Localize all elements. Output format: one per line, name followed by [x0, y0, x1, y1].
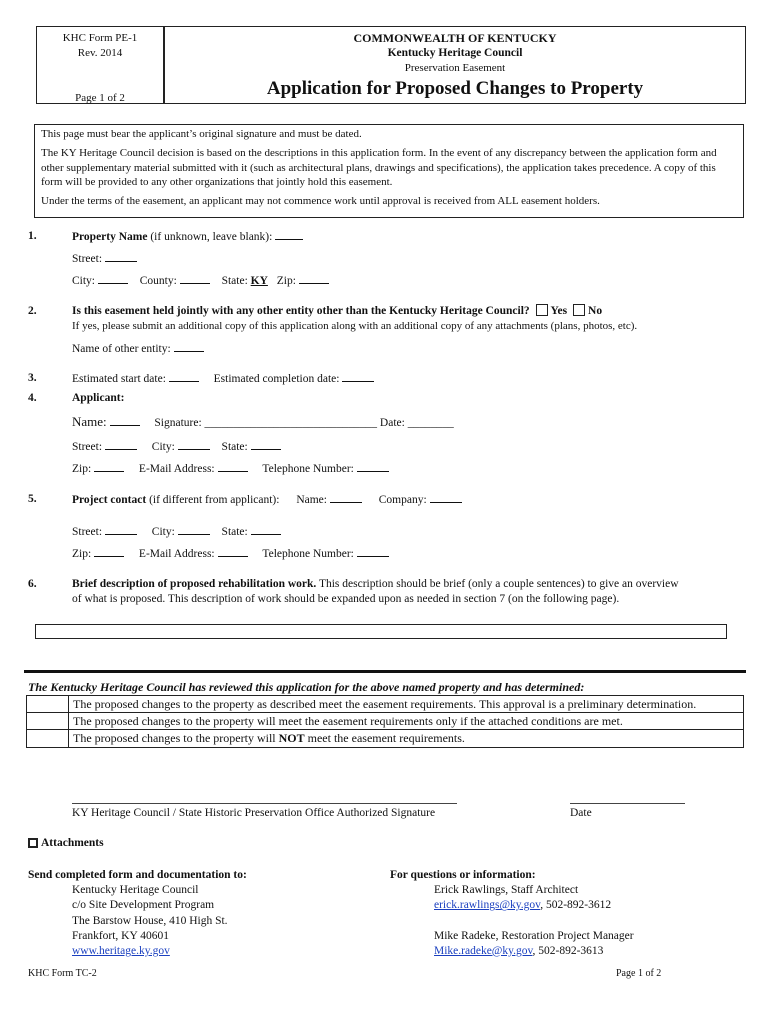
agency: COMMONWEALTH OF KENTUCKY [353, 31, 557, 45]
contact-1-email-link[interactable]: erick.rawlings@ky.gov [434, 899, 541, 912]
send-line-4: Frankfort, KY 40601 [72, 929, 169, 942]
contact-2-email-link[interactable]: Mike.radeke@ky.gov [434, 944, 533, 957]
review-option-3 [27, 730, 744, 747]
contact-company-field[interactable] [430, 492, 462, 503]
applicant-state-label: State: [221, 441, 248, 453]
authorized-signature-line[interactable] [72, 803, 457, 804]
s1-street-row [72, 251, 137, 267]
contact-email-label: E-Mail Address: [138, 548, 215, 560]
send-line-1: Kentucky Heritage Council [72, 884, 199, 897]
send-line-3: The Barstow House, 410 High St. [72, 914, 228, 927]
s2-note: If yes, please submit an additional copy of this application along with an additional copy of any attachments (plans, photos, etc). [72, 320, 638, 332]
council: Kentucky Heritage Council [387, 47, 523, 59]
contact-state-label: State: [221, 526, 248, 538]
no-checkbox[interactable] [573, 304, 585, 316]
signature-label: KY Heritage Council / State Historic Preservation Office Authorized Signature [72, 807, 436, 819]
s4-number: 4. [28, 392, 37, 404]
s2-number: 2. [28, 305, 37, 317]
date-label: Date [570, 807, 592, 819]
form-id-box [36, 26, 164, 104]
s1-county-label: County: [139, 275, 177, 287]
applicant-state-field[interactable] [251, 439, 281, 450]
review-option-2-text: The proposed changes to the property will meet the easement requirements only if the attached conditions are met. [69, 713, 744, 730]
contact-street-label: Street: [72, 526, 103, 538]
s3-number: 3. [28, 372, 37, 384]
s2-other-label: Name of other entity: [72, 343, 171, 355]
section-divider [24, 670, 746, 673]
contact-city-label: City: [151, 526, 175, 538]
s5-address-row [72, 524, 281, 540]
s1-zip-label: Zip: [276, 275, 296, 287]
form-rev: Rev. 2014 [77, 47, 123, 59]
applicant-name-label: Name: [72, 414, 107, 429]
property-state-value[interactable]: KY [250, 275, 268, 287]
applicant-zip-label: Zip: [72, 463, 92, 475]
applicant-city-field[interactable] [178, 439, 210, 450]
s1-street-label: Street: [72, 253, 103, 265]
s2-other-row [72, 341, 204, 357]
s1-city-label: City: [72, 275, 96, 287]
notice-p2: The KY Heritage Council decision is based on the descriptions in this application form. In the event of any discrepancy between the application form and other supplementary material submitted with it (such as architectural plans, drawings and specifications), the application takes precedence. A copy of this form will be provided to any other organizations that jointly hold this easement. [41, 147, 717, 188]
date-line[interactable] [570, 803, 685, 804]
form-page: Page 1 of 2 [75, 92, 125, 104]
questions-block [390, 868, 634, 959]
applicant-email-label: E-Mail Address: [138, 463, 215, 475]
contact-phone-label: Telephone Number: [262, 548, 354, 560]
send-heading: Send completed form and documentation to: [28, 869, 247, 881]
notice-box [34, 124, 744, 218]
contact-2-line: Mike.radeke@ky.gov, 502-892-3613 [434, 944, 604, 957]
review-checkbox-2[interactable] [27, 713, 69, 730]
questions-heading: For questions or information: [390, 869, 536, 881]
s5-contact-row [72, 492, 462, 508]
s1-note: (if unknown, leave blank): [147, 231, 273, 243]
review-checkbox-3[interactable] [27, 730, 69, 747]
form-id: KHC Form PE-1 [62, 32, 138, 44]
contact-street-field[interactable] [105, 524, 137, 535]
program: Preservation Easement [404, 62, 506, 74]
yes-label: Yes [550, 305, 568, 317]
s1-label: Property Name [72, 231, 148, 243]
attachments-label: Attachments [41, 837, 104, 849]
completion-date-label: Estimated completion date: [213, 373, 340, 385]
contact-name-label: Name: [296, 494, 327, 506]
s2-question: Is this easement held jointly with any other entity other than the Kentucky Heritage Council? [72, 305, 530, 317]
applicant-phone-label: Telephone Number: [262, 463, 354, 475]
footer-form-id: KHC Form TC-2 [28, 968, 97, 979]
contact-1-name: Erick Rawlings, Staff Architect [434, 884, 579, 897]
applicant-phone-field[interactable] [357, 461, 389, 472]
review-option-1 [27, 696, 744, 713]
s1-state-label: State: [221, 275, 248, 287]
s1-property-name-row [72, 229, 303, 245]
review-option-3-text: The proposed changes to the property will NOT meet the easement requirements. [69, 730, 744, 747]
property-street-field[interactable] [105, 251, 137, 262]
s4-label: Applicant: [72, 392, 125, 404]
contact-email-field[interactable] [218, 546, 248, 557]
applicant-zip-field[interactable] [94, 461, 124, 472]
review-option-2 [27, 713, 744, 730]
contact-state-field[interactable] [251, 524, 281, 535]
footer-page: Page 1 of 2 [616, 968, 662, 979]
s6-label: Brief description of proposed rehabilitation work. [72, 578, 317, 590]
applicant-street-label: Street: [72, 441, 103, 453]
other-entity-field[interactable] [174, 341, 204, 352]
s1-number: 1. [28, 230, 37, 242]
s6-number: 6. [28, 578, 37, 590]
applicant-city-label: City: [151, 441, 175, 453]
attachments-row [28, 836, 104, 851]
review-title: The Kentucky Heritage Council has reviewed this application for the above named property and has determined: [28, 680, 585, 694]
property-name-field[interactable] [275, 229, 303, 240]
contact-name-field[interactable] [330, 492, 362, 503]
s5-number: 5. [28, 493, 37, 505]
s4-contact-row [72, 461, 389, 477]
s3-dates-row [72, 371, 374, 387]
applicant-email-field[interactable] [218, 461, 248, 472]
contact-zip-label: Zip: [72, 548, 92, 560]
contact-city-field[interactable] [178, 524, 210, 535]
contact-2-name: Mike Radeke, Restoration Project Manager [434, 929, 634, 942]
start-date-label: Estimated start date: [72, 373, 166, 385]
s6-text2: of what is proposed. This description of work should be expanded upon as needed in section 7 (on the following page). [72, 593, 620, 605]
s5-details-row [72, 546, 389, 562]
s2-question-row [72, 304, 602, 319]
notice-p3: Under the terms of the easement, an applicant may not commence work until approval is received from ALL easement holders. [41, 195, 600, 208]
review-checkbox-1[interactable] [27, 696, 69, 713]
contact-phone-field[interactable] [357, 546, 389, 557]
property-zip-field[interactable] [299, 273, 329, 284]
s6-text1: This description should be brief (only a couple sentences) to give an overview [316, 578, 679, 590]
applicant-name-field[interactable] [110, 415, 140, 426]
yes-checkbox[interactable] [536, 304, 548, 316]
applicant-street-field[interactable] [105, 439, 137, 450]
completion-date-field[interactable] [342, 371, 374, 382]
s6-line1 [72, 577, 679, 592]
s5-label: Project contact [72, 494, 147, 506]
property-city-field[interactable] [98, 273, 128, 284]
send-to-block [28, 868, 247, 959]
contact-company-label: Company: [378, 494, 427, 506]
contact-1-line: erick.rawlings@ky.gov, 502-892-3612 [434, 899, 612, 912]
s4-name-row [72, 414, 454, 431]
attachments-checkbox[interactable] [28, 838, 38, 848]
contact-zip-field[interactable] [94, 546, 124, 557]
review-option-1-text: The proposed changes to the property as described meet the easement requirements. This approval is a preliminary determination. [69, 696, 744, 713]
start-date-field[interactable] [169, 371, 199, 382]
page-title: Application for Proposed Changes to Property [266, 78, 644, 99]
s4-address-row [72, 439, 281, 455]
no-label: No [588, 305, 603, 317]
s1-city-row [72, 273, 329, 289]
description-field[interactable] [35, 624, 727, 639]
applicant-signature-line[interactable]: Signature: ______________________________ Date: ________ [154, 417, 454, 429]
s5-note: (if different from applicant): [146, 494, 280, 506]
property-county-field[interactable] [180, 273, 210, 284]
send-line-2: c/o Site Development Program [72, 899, 215, 912]
review-table [26, 695, 744, 748]
notice-p1: This page must bear the applicant’s original signature and must be dated. [41, 128, 362, 140]
header-box [164, 26, 746, 104]
heritage-website-link[interactable]: www.heritage.ky.gov [72, 944, 170, 957]
